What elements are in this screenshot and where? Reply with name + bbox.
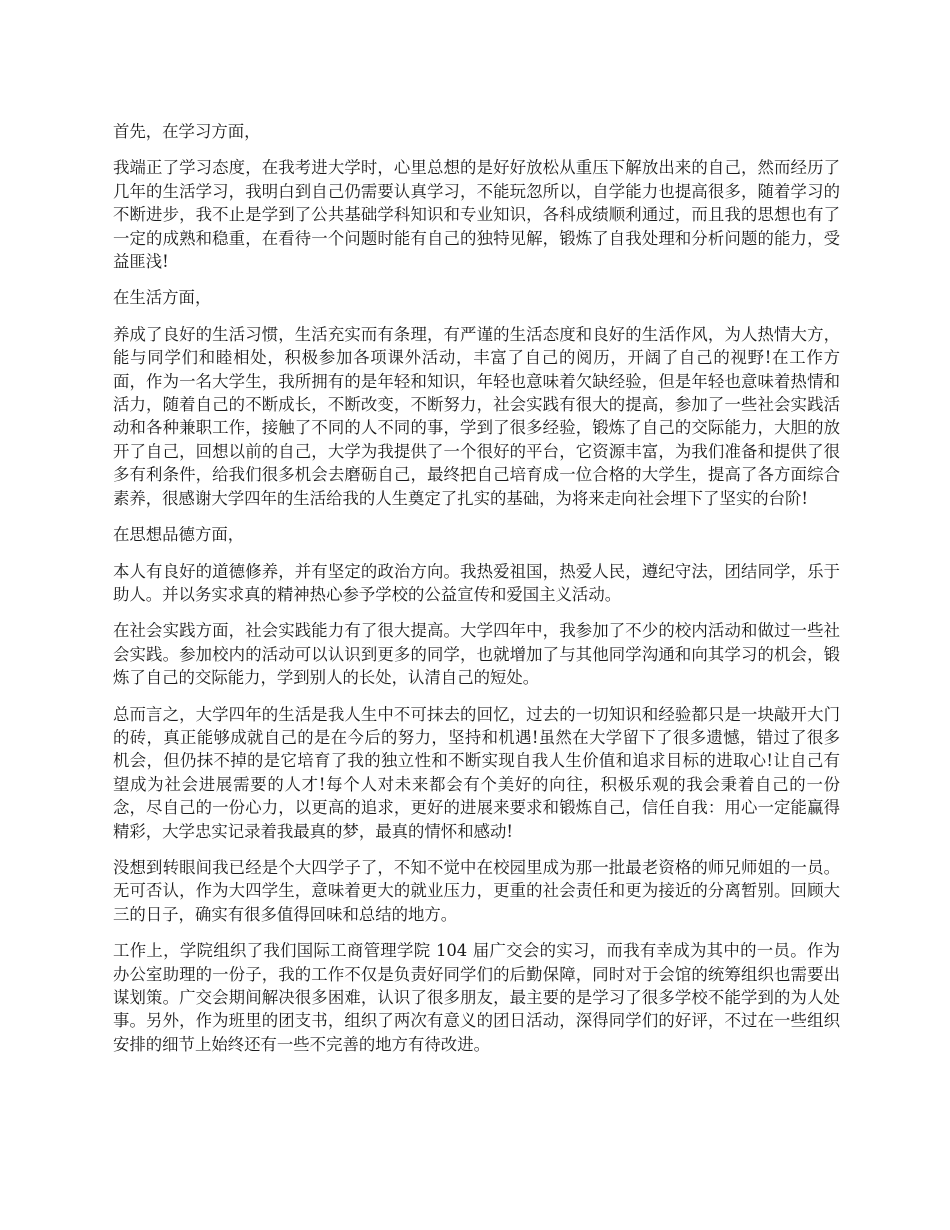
paragraph-work: 工作上，学院组织了我们国际工商管理学院 104 届广交会的实习，而我有幸成为其中的一员。作为办公室助理的一份子，我的工作不仅是负责好同学们的后勤保障，同时对于会馆的统筹组织也需要出谋划策。广交会期间解决很多困难，认识了很多朋友，最主要的是学习了很多学校不能学到的为人处事。另外，作为班里的团支书，组织了两次有意义的团日活动，深得同学们的好评，不过在一些组织安排的细节上始终还有一些不完善的地方有待改进。 bbox=[113, 941, 840, 1054]
section-heading-study: 首先，在学习方面， bbox=[113, 122, 261, 141]
paragraph-social-practice: 在社会实践方面，社会实践能力有了很大提高。大学四年中，我参加了不少的校内活动和做过一些社会实践。参加校内的活动可以认识到更多的同学，也就增加了与其他同学沟通和向其学习的机会，锻炼了自己的交际能力，学到别人的长处，认清自己的短处。 bbox=[113, 621, 840, 688]
paragraph-life: 养成了良好的生活习惯，生活充实而有条理，有严谨的生活态度和良好的生活作风，为人热情大方，能与同学们和睦相处，积极参加各项课外活动，丰富了自己的阅历，开阔了自己的视野!在工作方面，作为一名大学生，我所拥有的是年轻和知识，年轻也意味着欠缺经验，但是年轻也意味着热情和活力，随着自己的不断成长，不断改变，不断努力，社会实践有很大的提高，参加了一些社会实践活动和各种兼职工作，接触了不同的人不同的事，学到了很多经验，锻炼了自己的交际能力，大胆的放开了自己，回想以前的自己，大学为我提供了一个很好的平台，它资源丰富，为我们准备和提供了很多有利条件，给我们很多机会去磨砺自己，最终把自己培育成一位合格的大学生，提高了各方面综合素养，很感谢大学四年的生活给我的人生奠定了扎实的基础，为将来走向社会埋下了坚实的台阶! bbox=[113, 324, 840, 508]
paragraph-senior-year: 没想到转眼间我已经是个大四学子了，不知不觉中在校园里成为那一批最老资格的师兄师姐的一员。无可否认，作为大四学生，意味着更大的就业压力，更重的社会责任和更为接近的分离暂别。回顾大三的日子，确实有很多值得回味和总结的地方。 bbox=[113, 857, 840, 924]
paragraph-morality: 本人有良好的道德修养，并有坚定的政治方向。我热爱祖国，热爱人民，遵纪守法，团结同学，乐于助人。并以务实求真的精神热心参予学校的公益宣传和爱国主义活动。 bbox=[113, 561, 840, 604]
section-heading-morality: 在思想品德方面， bbox=[113, 525, 245, 545]
section-heading-life: 在生活方面， bbox=[113, 288, 212, 308]
document-body bbox=[113, 120, 840, 1069]
paragraph-study: 我端正了学习态度，在我考进大学时，心里总想的是好好放松从重压下解放出来的自己，然而经历了几年的生活学习，我明白到自己仍需要认真学习，不能玩忽所以，自学能力也提高很多，随着学习的不断进步，我不止是学到了公共基础学科知识和专业知识，各科成绩顺利通过，而且我的思想也有了一定的成熟和稳重，在看待一个问题时能有自己的独特见解，锻炼了自我处理和分析问题的能力，受益匪浅! bbox=[113, 158, 840, 272]
paragraph-summary: 总而言之，大学四年的生活是我人生中不可抹去的回忆，过去的一切知识和经验都只是一块敲开大门的砖，真正能够成就自己的是在今后的努力，坚持和机遇!虽然在大学留下了很多遗憾，错过了很多机会，但仍抹不掉的是它培育了我的独立性和不断实现自我人生价值和追求目标的进取心!让自己有望成为社会进展需要的人才!每个人对未来都会有个美好的向往，积极乐观的我会秉着自己的一份念，尽自己的一份心力，以更高的追求，更好的进展来要求和锻炼自己，信任自我：用心一定能赢得精彩，大学忠实记录着我最真的梦，最真的情怀和感动! bbox=[113, 704, 840, 841]
